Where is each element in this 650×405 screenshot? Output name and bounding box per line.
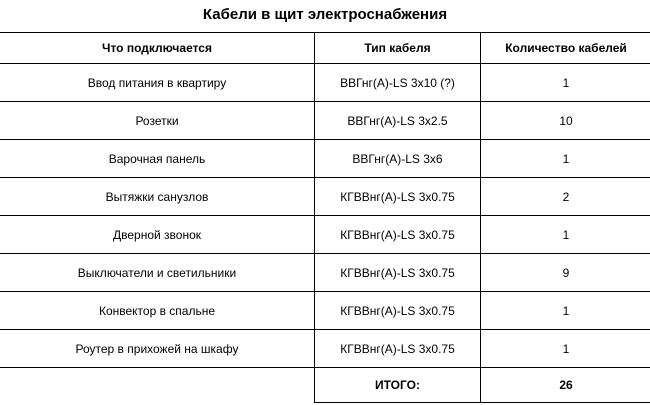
- cell-what: Варочная панель: [0, 140, 315, 178]
- total-value: 26: [481, 368, 650, 403]
- cell-cable-type: КГВВнг(А)-LS 3х0.75: [315, 178, 481, 216]
- cables-table: [0, 32, 650, 403]
- cell-what: Роутер в прихожей на шкафу: [0, 330, 315, 368]
- column-header-cable-type: Тип кабеля: [315, 33, 481, 64]
- cell-count: 1: [481, 64, 650, 102]
- table-title: Кабели в щит электроснабжения: [202, 6, 448, 23]
- total-label: ИТОГО:: [315, 368, 481, 403]
- cell-what: Розетки: [0, 102, 315, 140]
- table-row: [0, 178, 650, 216]
- cell-what: Ввод питания в квартиру: [0, 64, 315, 102]
- cell-count: 10: [481, 102, 650, 140]
- table-row: [0, 254, 650, 292]
- cell-cable-type: КГВВнг(А)-LS 3х0.75: [315, 330, 481, 368]
- table-row: [0, 64, 650, 102]
- cell-what: Дверной звонок: [0, 216, 315, 254]
- column-header-count: Количество кабелей: [481, 33, 650, 64]
- cell-cable-type: КГВВнг(А)-LS 3х0.75: [315, 254, 481, 292]
- cell-cable-type: ВВГнг(А)-LS 3х10 (?): [315, 64, 481, 102]
- total-row: [0, 368, 650, 403]
- table-row: [0, 292, 650, 330]
- table-row: [0, 216, 650, 254]
- cell-count: 1: [481, 140, 650, 178]
- cell-count: 1: [481, 292, 650, 330]
- cell-cable-type: ВВГнг(А)-LS 3х6: [315, 140, 481, 178]
- table-row: [0, 330, 650, 368]
- cell-count: 2: [481, 178, 650, 216]
- cell-cable-type: КГВВнг(А)-LS 3х0.75: [315, 216, 481, 254]
- cell-what: Выключатели и светильники: [0, 254, 315, 292]
- cell-count: 1: [481, 330, 650, 368]
- cell-what: Вытяжки санузлов: [0, 178, 315, 216]
- cell-count: 9: [481, 254, 650, 292]
- cell-cable-type: КГВВнг(А)-LS 3х0.75: [315, 292, 481, 330]
- cell-what: Конвектор в спальне: [0, 292, 315, 330]
- table-row: [0, 140, 650, 178]
- table-header-row: [0, 33, 650, 64]
- total-blank-cell: [0, 368, 315, 403]
- cell-cable-type: ВВГнг(А)-LS 3х2.5: [315, 102, 481, 140]
- column-header-what: Что подключается: [0, 33, 315, 64]
- table-row: [0, 102, 650, 140]
- cell-count: 1: [481, 216, 650, 254]
